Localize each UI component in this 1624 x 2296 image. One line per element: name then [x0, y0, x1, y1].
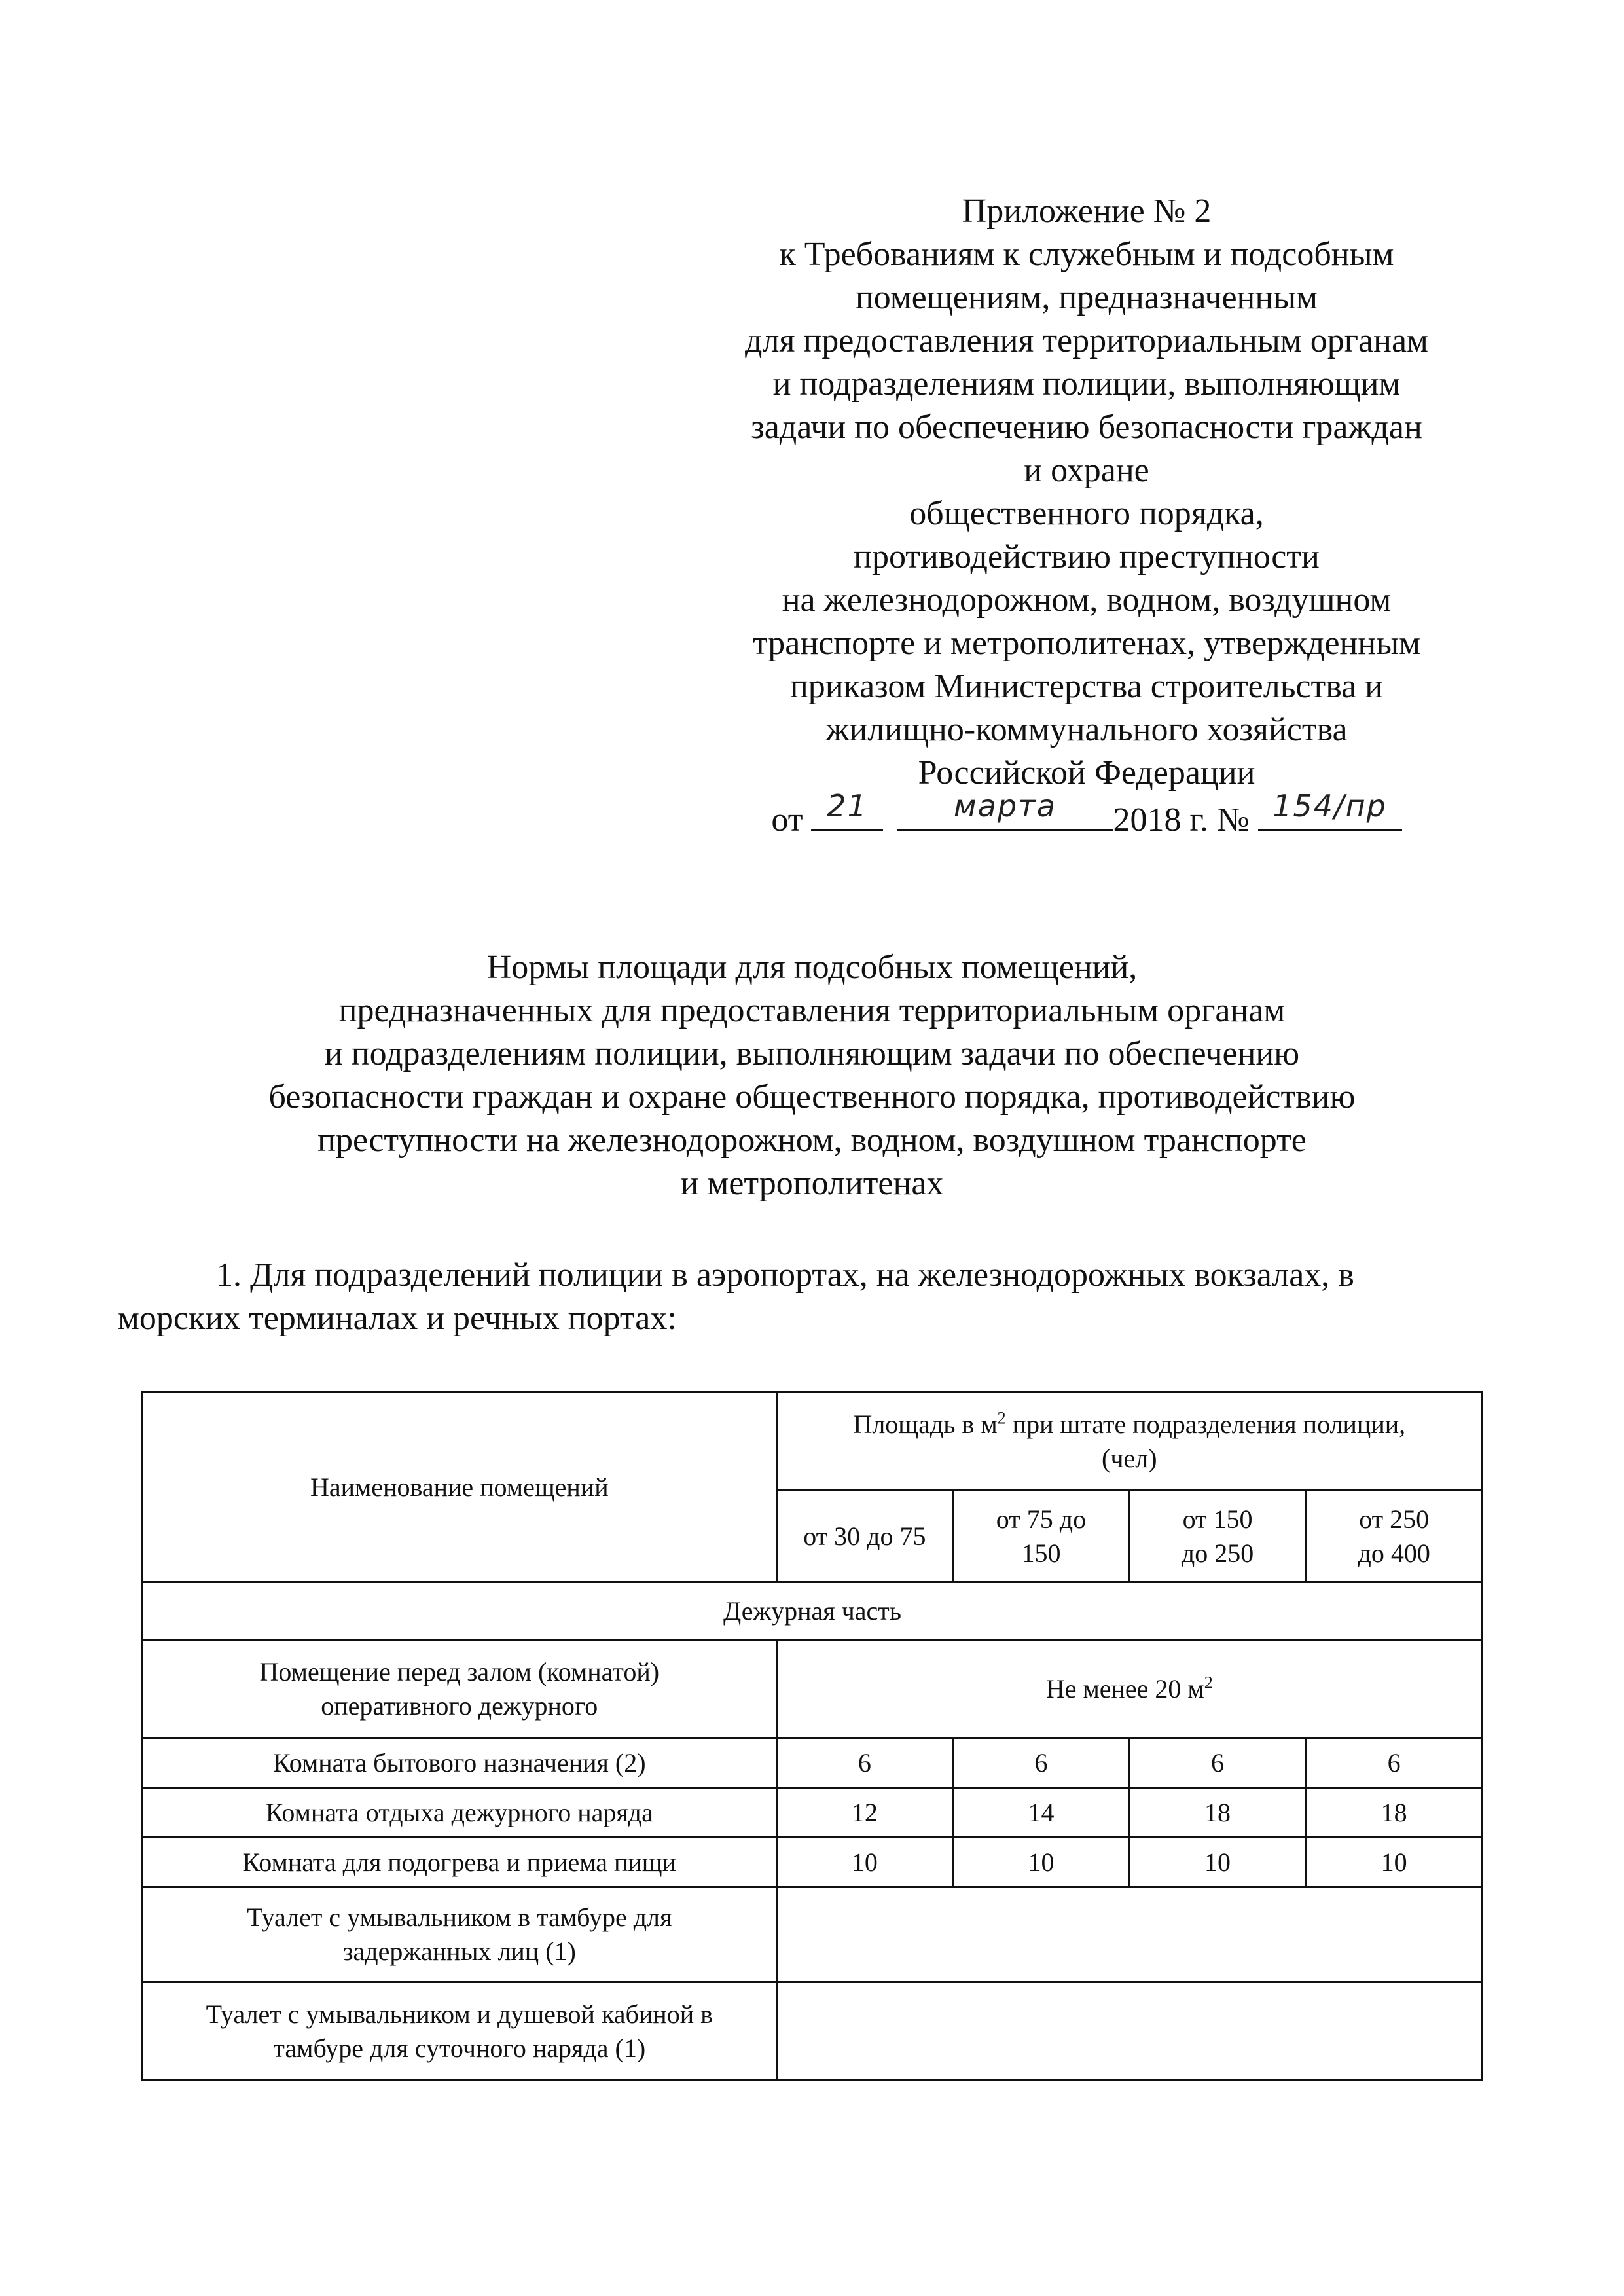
header-col-4: [1306, 1491, 1483, 1582]
appendix-line: Российской Федерации: [918, 754, 1255, 792]
header-col-2-text: 150: [1021, 1538, 1061, 1568]
row-name-text: Туалет с умывальником и душевой кабиной в: [206, 1999, 713, 2029]
row-value-cell: 6: [1306, 1738, 1483, 1788]
table-row: [143, 1640, 1483, 1738]
header-col-4-text: до 400: [1358, 1538, 1430, 1568]
appendix-line: общественного порядка,: [909, 495, 1264, 532]
row-empty-cell: [776, 1982, 1482, 2081]
date-prefix: от: [771, 801, 803, 839]
norms-table: [141, 1391, 1483, 2081]
table-row: [143, 1788, 1483, 1838]
header-area-text: Площадь в м: [853, 1409, 998, 1439]
table-row: [143, 1887, 1483, 1982]
row-value-cell: 6: [953, 1738, 1130, 1788]
paragraph-line: морских терминалах и речных портах:: [118, 1300, 677, 1337]
row-value-cell: 6: [776, 1738, 953, 1788]
appendix-line: на железнодорожном, водном, воздушном: [782, 581, 1392, 619]
appendix-line: противодействию преступности: [854, 538, 1320, 575]
title-line: преступности на железнодорожном, водном, воздушном транспорте: [317, 1121, 1307, 1159]
appendix-line: жилищно-коммунального хозяйства: [825, 711, 1348, 748]
title-line: безопасности граждан и охране общественного порядка, противодействию: [268, 1078, 1356, 1116]
row-value-cell: 10: [953, 1838, 1130, 1887]
section-title-text: Дежурная часть: [723, 1595, 902, 1626]
row-name-text: Туалет с умывальником в тамбуре для: [247, 1903, 672, 1932]
order-number-handwritten: 154/пр: [1272, 788, 1387, 824]
document-title: [131, 946, 1493, 1205]
appendix-line: приказом Министерства строительства и: [789, 668, 1384, 705]
row-value-cell: 18: [1306, 1788, 1483, 1838]
row-name-cell: [143, 1982, 777, 2081]
header-col-1-text: от 30 до 75: [803, 1521, 926, 1551]
date-year: 2018 г.: [1113, 801, 1208, 839]
row-value-cell: 10: [1306, 1838, 1483, 1887]
row-name-text: тамбуре для суточного наряда (1): [273, 2033, 646, 2063]
row-merged-value-sup: 2: [1204, 1673, 1213, 1692]
appendix-line: и охране: [1024, 452, 1149, 489]
date-day-handwritten: 21: [827, 788, 868, 824]
row-empty-cell: [776, 1887, 1482, 1982]
appendix-line: помещениям, предназначенным: [855, 279, 1318, 316]
appendix-line: Приложение № 2: [962, 192, 1212, 230]
paragraph-line: 1. Для подразделений полиции в аэропортах, на железнодорожных вокзалах, в: [216, 1256, 1354, 1294]
header-area-sup: 2: [997, 1408, 1006, 1428]
header-col-1: [776, 1491, 953, 1582]
row-name-text: задержанных лиц (1): [342, 1937, 576, 1966]
table-header-row: [143, 1393, 1483, 1491]
header-col-2-text: от 75 до: [996, 1504, 1087, 1534]
title-line: и метрополитенах: [680, 1165, 944, 1202]
header-col-3-text: до 250: [1181, 1538, 1254, 1568]
table-row: [143, 1838, 1483, 1887]
row-value-cell: 12: [776, 1788, 953, 1838]
date-month-handwritten: марта: [953, 788, 1056, 824]
header-name-text: Наименование помещений: [310, 1472, 609, 1502]
header-col-4-text: от 250: [1359, 1504, 1430, 1534]
row-value-cell: 14: [953, 1788, 1130, 1838]
date-month-field: [897, 788, 1113, 831]
header-area-suffix: при штате подразделения полиции,: [1005, 1409, 1406, 1439]
section-row: [143, 1582, 1483, 1640]
appendix-line: задачи по обеспечению безопасности граждан: [751, 409, 1422, 446]
table-row: [143, 1982, 1483, 2081]
row-value-cell: 6: [1129, 1738, 1306, 1788]
order-date-line: [681, 788, 1492, 842]
header-col-2: [953, 1491, 1130, 1582]
row-name-cell: [143, 1887, 777, 1982]
row-name-cell: Комната отдыха дежурного наряда: [143, 1788, 777, 1838]
table-row: [143, 1738, 1483, 1788]
header-area-cell: [776, 1393, 1482, 1491]
section-title-cell: [143, 1582, 1483, 1640]
row-merged-value: Не менее 20 м: [1045, 1673, 1204, 1704]
row-merged-value-cell: [776, 1640, 1482, 1738]
section-paragraph: [118, 1254, 1512, 1340]
header-col-3-text: от 150: [1182, 1504, 1253, 1534]
row-value-cell: 10: [776, 1838, 953, 1887]
date-day-field: [811, 788, 883, 831]
appendix-line: к Требованиям к служебным и подсобным: [779, 236, 1394, 273]
row-name-cell: [143, 1640, 777, 1738]
row-name-text: Помещение перед залом (комнатой): [259, 1656, 660, 1686]
appendix-line: и подразделениям полиции, выполняющим: [772, 365, 1401, 403]
row-name-cell: Комната для подогрева и приема пищи: [143, 1838, 777, 1887]
title-line: Нормы площади для подсобных помещений,: [486, 949, 1138, 986]
title-line: и подразделениям полиции, выполняющим задачи по обеспечению: [324, 1035, 1300, 1072]
header-name-cell: [143, 1393, 777, 1582]
appendix-line: транспорте и метрополитенах, утвержденным: [752, 625, 1421, 662]
row-name-cell: Комната бытового назначения (2): [143, 1738, 777, 1788]
row-value-cell: 18: [1129, 1788, 1306, 1838]
row-name-text: оперативного дежурного: [321, 1690, 598, 1721]
appendix-block: [681, 190, 1492, 842]
number-sign: №: [1216, 801, 1250, 839]
header-area-unit: (чел): [1102, 1443, 1157, 1473]
title-line: предназначенных для предоставления территориальным органам: [338, 992, 1286, 1029]
row-value-cell: 10: [1129, 1838, 1306, 1887]
appendix-line: для предоставления территориальным органам: [745, 322, 1428, 359]
order-number-field: [1258, 788, 1402, 831]
header-col-3: [1129, 1491, 1306, 1582]
